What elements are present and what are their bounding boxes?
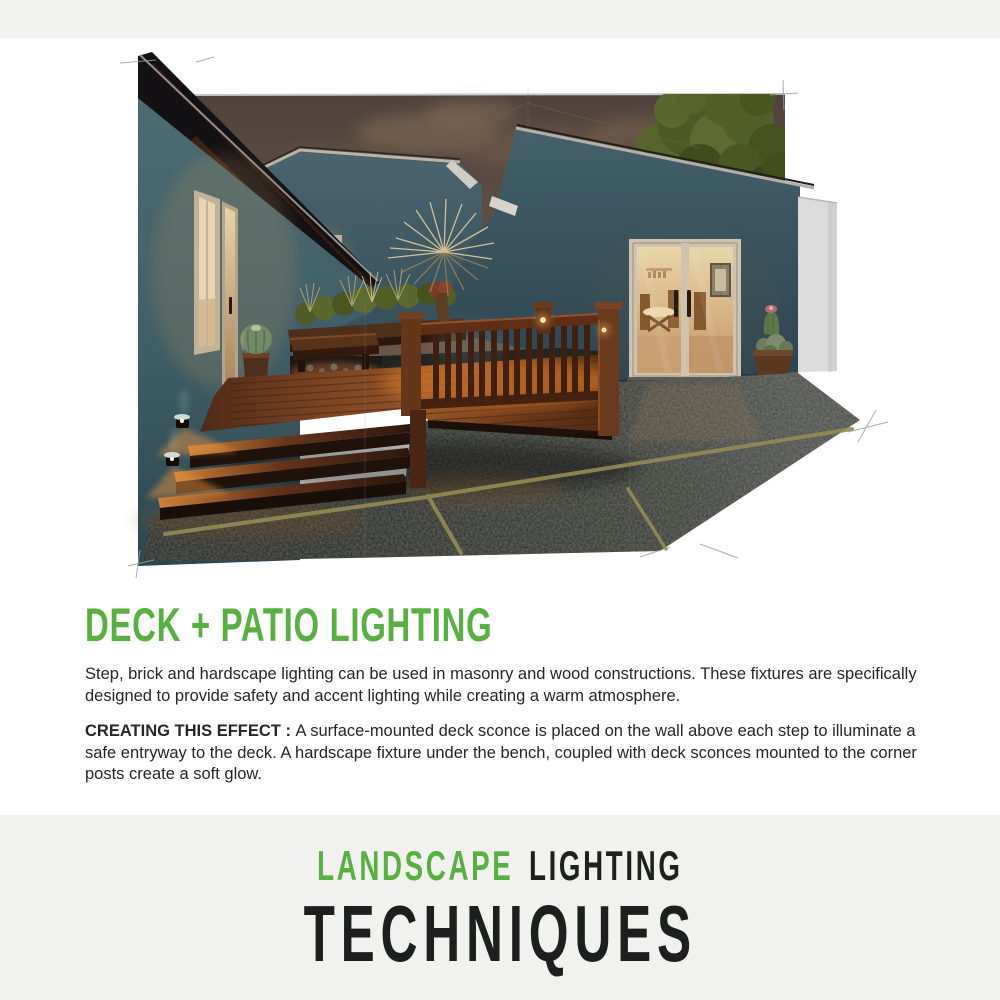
step-sconce-light — [164, 452, 180, 466]
page-title — [85, 598, 940, 651]
page-title-text: DECK + PATIO LIGHTING — [85, 598, 493, 651]
footer-brand-band — [0, 815, 1000, 1000]
effect-paragraph — [85, 721, 940, 786]
brand-title-line — [0, 889, 1000, 978]
post-sconce-light — [597, 323, 611, 337]
brand-line — [0, 842, 1000, 889]
model-cut-panel — [798, 197, 837, 372]
brand-secondary: LIGHTING — [529, 842, 683, 889]
step-sconce-light — [174, 414, 190, 428]
left-glass-door — [222, 201, 238, 399]
left-window — [194, 190, 220, 355]
copy-section — [85, 598, 940, 786]
effect-label: CREATING THIS EFFECT : — [85, 722, 296, 740]
effect-text: A surface-mounted deck sconce is placed on the wall above each step to illuminate a safe entryway to the deck. A hardscape fixture under the bench, coupled with deck sconces mounted to the corner posts create a soft glow. — [85, 722, 917, 783]
intro-paragraph: Step, brick and hardscape lighting can be used in masonry and wood constructions. These fixtures are specifically designed to provide safety and accent lighting while creating a warm atmosphere. — [85, 665, 917, 705]
post-sconce-light — [535, 312, 551, 328]
brand-primary: LANDSCAPE — [317, 842, 514, 889]
brand-title: TECHNIQUES — [303, 889, 697, 978]
